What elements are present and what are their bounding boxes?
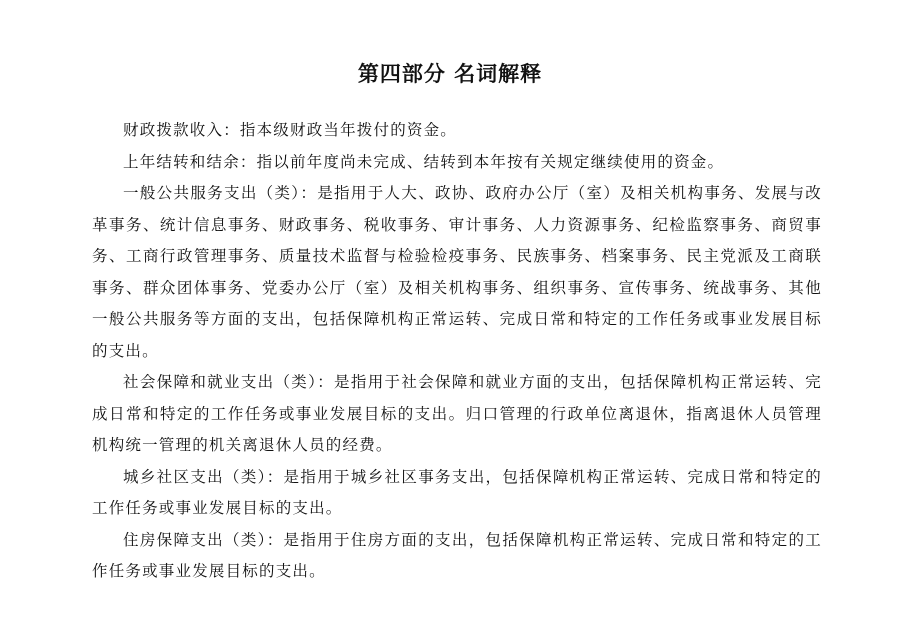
paragraph-housing-security: 住房保障支出（类）：是指用于住房方面的支出，包括保障机构正常运转、完成日常和特定的工作任务或事业发展目标的支出。 bbox=[92, 530, 822, 580]
paragraph-fiscal-appropriation-income: 财政拨款收入：指本级财政当年拨付的资金。 bbox=[123, 121, 458, 139]
document-body bbox=[92, 115, 822, 588]
page-title: 第四部分 名词解释 bbox=[357, 62, 543, 86]
paragraph-prior-year-carryover: 上年结转和结余：指以前年度尚未完成、结转到本年按有关规定继续使用的资金。 bbox=[123, 152, 725, 171]
paragraph-social-security-employment: 社会保障和就业支出（类）：是指用于社会保障和就业方面的支出，包括保障机构正常运转、完成日常和特定的工作任务或事业发展目标的支出。归口管理的行政单位离退休，指离退休人员管理机构统一管理的机关离退休人员的经费。 bbox=[92, 373, 822, 454]
paragraph-urban-rural-community: 城乡社区支出（类）：是指用于城乡社区事务支出，包括保障机构正常运转、完成日常和特定的工作任务或事业发展目标的支出。 bbox=[92, 467, 822, 517]
paragraph-general-public-services: 一般公共服务支出（类）：是指用于人大、政协、政府办公厅（室）及相关机构事务、发展与改革事务、统计信息事务、财政事务、税收事务、审计事务、人力资源事务、纪检监察事务、商贸事务、工商行政管理事务、质量技术监督与检验检疫事务、民族事务、档案事务、民主党派及工商联事务、群众团体事务、党委办公厅（室）及相关机构事务、组织事务、宣传事务、统战事务、其他一般公共服务等方面的支出，包括保障机构正常运转、完成日常和特定的工作任务或事业发展目标的支出。 bbox=[92, 184, 822, 360]
